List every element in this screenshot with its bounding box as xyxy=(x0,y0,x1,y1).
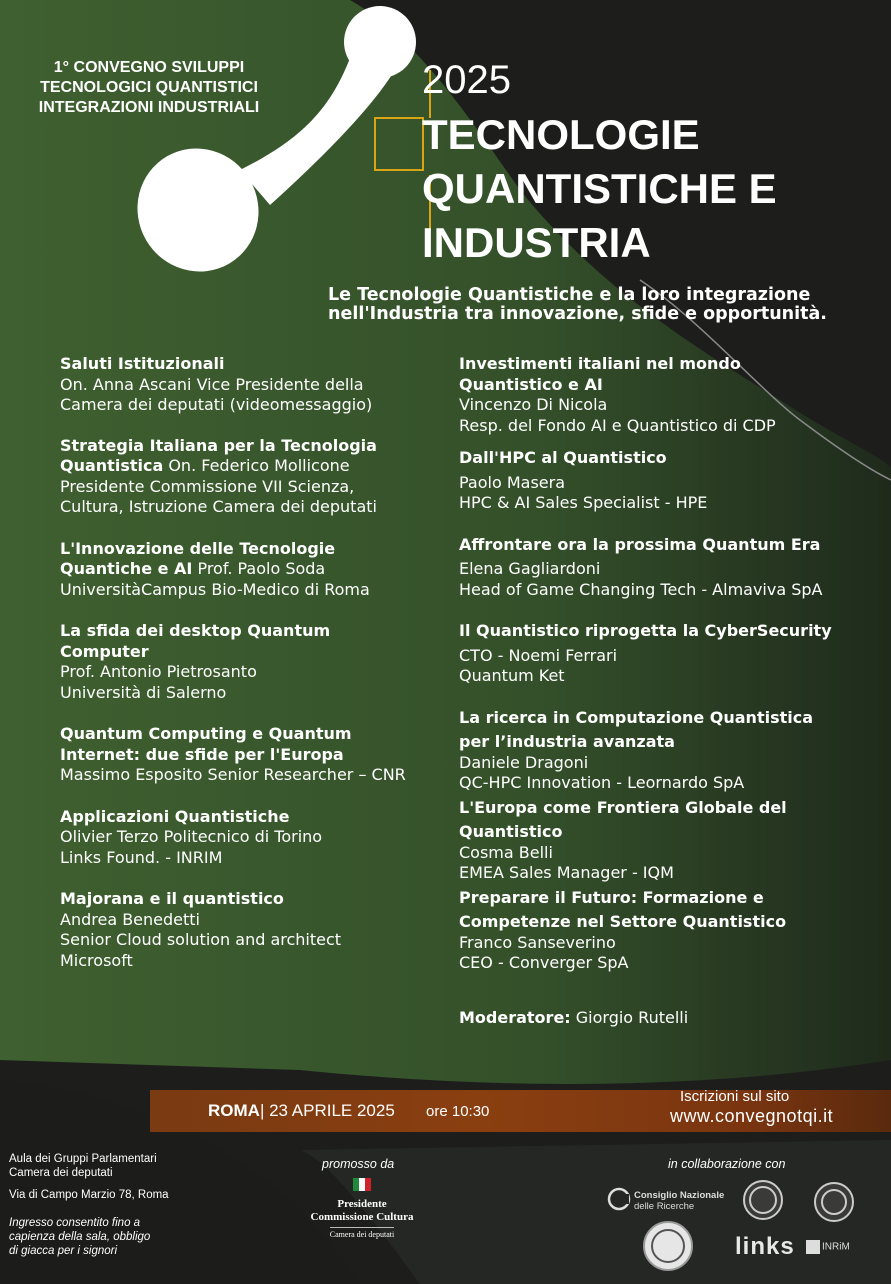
speaker-line: Resp. del Fondo AI e Quantistico di CDP xyxy=(459,415,776,435)
speaker-line: Elena Gagliardoni xyxy=(459,559,601,578)
event-city: ROMA xyxy=(208,1101,260,1120)
session-title: Il Quantistico riprogetta la CyberSecurity xyxy=(459,621,832,640)
program-entry xyxy=(60,354,430,416)
inrim-mark-icon xyxy=(806,1240,820,1254)
subtitle-line: nell'Industria tra innovazione, sfide e opportunità. xyxy=(328,304,827,324)
promoter-line: Presidente xyxy=(337,1198,387,1210)
program-entry xyxy=(459,354,879,436)
venue-note: di giacca per i signori xyxy=(9,1245,118,1257)
title-line: INDUSTRIA xyxy=(422,219,651,266)
speaker-line: Head of Game Changing Tech - Almaviva SpA xyxy=(459,579,823,599)
session-title: Preparare il Futuro: Formazione e xyxy=(459,887,764,907)
venue-address: Via di Campo Marzio 78, Roma xyxy=(9,1189,169,1201)
speaker-line: UniversitàCampus Bio-Medico di Roma xyxy=(60,579,370,599)
event-day: | 23 APRILE 2025 xyxy=(259,1101,395,1120)
moderator xyxy=(459,1008,879,1029)
inrim-label: INRiM xyxy=(822,1241,850,1253)
session-title: La ricerca in Computazione Quantistica xyxy=(459,707,814,727)
speaker-line: On. Federico Mollicone xyxy=(163,456,350,475)
main-title xyxy=(422,108,862,270)
program-entry xyxy=(60,621,430,703)
links-logo: links xyxy=(735,1233,795,1260)
moderator-label: Moderatore: xyxy=(459,1007,571,1027)
speaker-line: QC-HPC Innovation - Leornardo SpA xyxy=(459,773,745,792)
inrim-logo xyxy=(806,1240,850,1254)
program-entry xyxy=(459,621,879,687)
venue-line: Camera dei deputati xyxy=(9,1167,113,1179)
venue-line: Aula dei Gruppi Parlamentari xyxy=(9,1153,157,1165)
speaker-line: Prof. Antonio Pietrosanto xyxy=(60,662,257,681)
series-line: 1° CONVEGNO SVILUPPI xyxy=(53,59,245,76)
speaker-line: Presidente Commissione VII Scienza, xyxy=(60,476,355,496)
speaker-line: Università di Salerno xyxy=(60,682,227,702)
subtitle-line: Le Tecnologie Quantistiche e la loro integrazione xyxy=(328,285,811,305)
speaker-line: Camera dei deputati (videomessaggio) xyxy=(60,395,373,414)
website-link[interactable]: www.convegnotqi.it xyxy=(670,1106,834,1126)
session-title: Majorana e il quantistico xyxy=(60,889,284,908)
program-entry xyxy=(459,888,879,974)
title-line: QUANTISTICHE E xyxy=(422,165,777,212)
program-left-column xyxy=(60,354,430,971)
speaker-line: Andrea Benedetti xyxy=(60,909,200,929)
collaboration-label: in collaborazione con xyxy=(668,1157,786,1171)
event-date xyxy=(208,1101,395,1121)
moderator-name: Giorgio Rutelli xyxy=(570,1007,689,1027)
program-entry xyxy=(459,798,879,884)
session-title: Computer xyxy=(60,641,149,661)
session-title: Quantum Computing e Quantum xyxy=(60,724,352,743)
promoter-logo xyxy=(300,1178,424,1242)
program-entry xyxy=(60,724,430,786)
speaker-line: Quantum Ket xyxy=(459,666,565,685)
speaker-line: On. Anna Ascani Vice Presidente della xyxy=(60,374,364,394)
speaker-line: Senior Cloud solution and architect xyxy=(60,930,342,949)
session-title: Quantistico xyxy=(459,822,563,841)
cnr-logo xyxy=(606,1185,736,1215)
session-title: Internet: due sfide per l'Europa xyxy=(60,744,344,764)
program-entry xyxy=(459,448,879,514)
speaker-line: Olivier Terzo Politecnico di Torino xyxy=(60,827,323,846)
speaker-line: Daniele Dragoni xyxy=(459,752,589,772)
speaker-line: Prof. Paolo Soda xyxy=(192,559,326,578)
session-title: Quantiche e AI xyxy=(60,559,193,578)
registration-label: Iscrizioni sul sito xyxy=(680,1088,790,1105)
speaker-line: Massimo Esposito Senior Researcher – CNR xyxy=(60,765,406,784)
italian-flag-icon xyxy=(353,1178,371,1191)
session-title: Competenze nel Settore Quantistico xyxy=(459,912,787,931)
subtitle xyxy=(328,286,888,324)
session-title: La sfida dei desktop Quantum xyxy=(60,621,331,640)
session-title: Affrontare ora la prossima Quantum Era xyxy=(459,534,821,554)
program-right-column xyxy=(459,354,879,1028)
promoter-line: Camera dei deputati xyxy=(330,1227,394,1241)
speaker-line: Cultura, Istruzione Camera dei deputati xyxy=(60,497,377,516)
promoter-label: promosso da xyxy=(322,1157,395,1171)
program-entry xyxy=(459,708,879,794)
speaker-line: HPC & AI Sales Specialist - HPE xyxy=(459,493,708,512)
speaker-line: Microsoft xyxy=(60,950,133,970)
program-entry xyxy=(60,889,430,971)
event-time: ore 10:30 xyxy=(426,1103,490,1120)
program-entry xyxy=(60,807,430,869)
speaker-line: EMEA Sales Manager - IQM xyxy=(459,863,674,882)
session-title: Strategia Italiana per la Tecnologia xyxy=(60,435,377,455)
session-title: L'Innovazione delle Tecnologie xyxy=(60,538,336,558)
event-series-title xyxy=(18,58,280,118)
venue-note: Ingresso consentito fino a xyxy=(9,1217,141,1229)
series-line: TECNOLOGICI QUANTISTICI xyxy=(40,79,258,96)
series-line: INTEGRAZIONI INDUSTRIALI xyxy=(38,99,260,116)
speaker-line: Paolo Masera xyxy=(459,472,566,492)
speaker-line: CTO - Noemi Ferrari xyxy=(459,645,618,665)
program-entry xyxy=(60,436,430,518)
session-title: Quantistico e AI xyxy=(459,374,603,394)
session-title: Quantistica xyxy=(60,456,164,475)
cnr-line: Consiglio Nazionale xyxy=(634,1190,725,1201)
venue-info xyxy=(9,1152,169,1258)
session-title: Investimenti italiani nel mondo xyxy=(459,354,741,373)
session-title: Dall'HPC al Quantistico xyxy=(459,448,667,467)
speaker-line: Links Found. - INRIM xyxy=(60,847,223,867)
event-year: 2025 xyxy=(422,58,511,102)
venue-note: capienza della sala, obbligo xyxy=(9,1231,151,1243)
speaker-line: Vincenzo Di Nicola xyxy=(459,395,608,414)
program-entry xyxy=(60,539,430,601)
session-title: Saluti Istituzionali xyxy=(60,354,225,373)
session-title: Applicazioni Quantistiche xyxy=(60,806,290,826)
speaker-line: Cosma Belli xyxy=(459,842,553,862)
cnr-line: delle Ricerche xyxy=(634,1201,695,1212)
speaker-line: Franco Sanseverino xyxy=(459,932,616,952)
speaker-line: CEO - Converger SpA xyxy=(459,953,629,972)
session-title: per l’industria avanzata xyxy=(459,732,675,751)
program-entry xyxy=(459,535,879,601)
title-line: TECNOLOGIE xyxy=(422,111,700,158)
promoter-line: Commissione Cultura xyxy=(310,1211,414,1223)
session-title: L'Europa come Frontiera Globale del xyxy=(459,797,787,817)
